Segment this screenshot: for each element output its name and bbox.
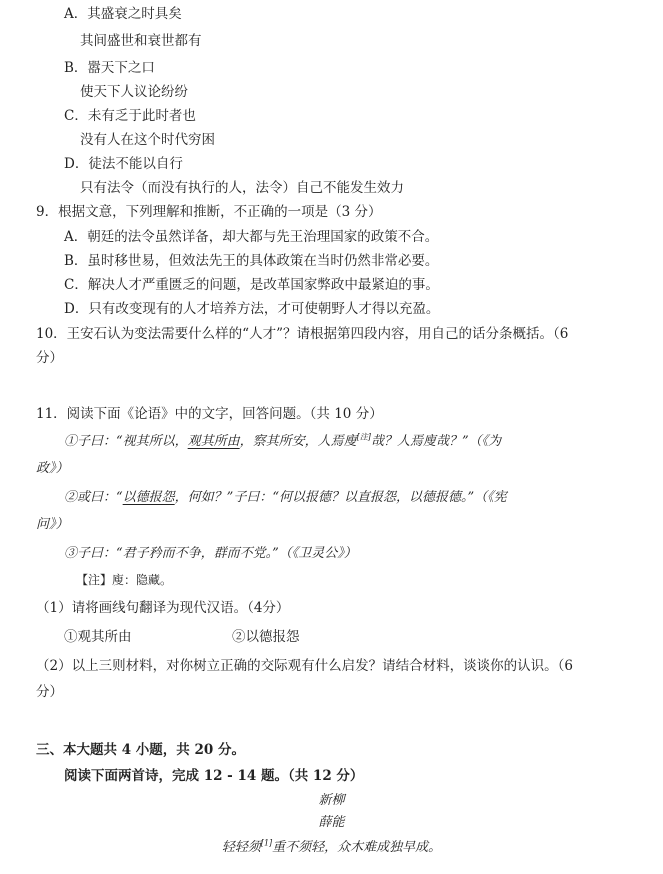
poem-text: 轻轻须 xyxy=(221,840,261,855)
q11-sub1: （1）请将画线句翻译为现代汉语。（4分） xyxy=(36,600,290,616)
q8-option-c-translation: 没有人在这个时代穷困 xyxy=(80,132,215,148)
q11-sub1-item-a: ①观其所由 xyxy=(64,629,132,645)
passage-text: ②或曰：“ xyxy=(64,490,123,505)
q11-passage-3: ③子曰：“君子矜而不争，群而不党。”（《卫灵公》） xyxy=(64,546,357,561)
q8-option-c: C．未有乏于此时者也 xyxy=(64,108,196,124)
q11-passage-1-cont: 政》） xyxy=(36,461,69,476)
q11-passage-2-cont: 问》） xyxy=(36,517,69,532)
q8-option-a: A．其盛衰之时具矣 xyxy=(64,6,182,22)
section-heading: 三、本大题共 4 小题，共 20 分。 xyxy=(36,742,245,758)
q8-option-b-translation: 使天下人议论纷纷 xyxy=(80,84,188,100)
q11-note: 【注】廋：隐藏。 xyxy=(76,573,173,587)
q9-option-d: D．只有改变现有的人才培养方法，才可使朝野人才得以充盈。 xyxy=(64,301,440,317)
poem-author: 薛能 xyxy=(318,815,345,830)
passage-text: 哉？人焉廋哉？”（《为 xyxy=(370,434,502,449)
q11-sub2-cont: 分） xyxy=(36,684,63,700)
q11-passage-1 xyxy=(64,432,501,452)
q9-stem: 9．根据文意，下列理解和推断，不正确的一项是（3 分） xyxy=(36,204,382,220)
q9-option-c: C．解决人才严重匮乏的问题，是改革国家弊政中最紧迫的事。 xyxy=(64,277,439,293)
poem-title: 新柳 xyxy=(318,793,345,808)
q8-option-a-translation: 其间盛世和衰世都有 xyxy=(80,33,202,49)
underlined-phrase: 观其所由 xyxy=(187,434,240,449)
q10-stem-cont: 分） xyxy=(36,350,63,366)
q10-stem: 10．王安石认为变法需要什么样的“人才”？请根据第四段内容，用自己的话分条概括。（6 xyxy=(36,326,569,342)
q11-passage-2 xyxy=(64,488,507,508)
note-marker: [1] xyxy=(260,838,273,848)
q8-option-d-translation: 只有法令（而没有执行的人，法令）自己不能发生效力 xyxy=(80,180,404,196)
q11-sub1-item-b: ②以德报怨 xyxy=(232,629,300,645)
q8-option-d: D．徒法不能以自行 xyxy=(64,156,183,172)
q11-sub2: （2）以上三则材料，对你树立正确的交际观有什么启发？请结合材料，谈谈你的认识。（6 xyxy=(36,658,573,674)
q8-option-b: B．嚣天下之口 xyxy=(64,60,155,76)
poem-text: 重不须轻，众木难成独早成。 xyxy=(272,840,442,855)
passage-text: ，何如？”子曰：“何以报德？以直报怨，以德报德。”（《宪 xyxy=(174,490,507,505)
q11-stem: 11．阅读下面《论语》中的文字，回答问题。（共 10 分） xyxy=(36,406,383,422)
poem-line xyxy=(0,838,663,858)
q9-option-a: A．朝廷的法令虽然详备，却大都与先王治理国家的政策不合。 xyxy=(64,229,439,245)
passage-text: ，察其所安，人焉廋 xyxy=(239,434,357,449)
q9-option-b: B．虽时移世易，但效法先王的具体政策在当时仍然非常必要。 xyxy=(64,253,439,269)
passage-text: ①子曰：“视其所以， xyxy=(64,434,188,449)
note-marker: [注] xyxy=(356,432,371,442)
section-intro: 阅读下面两首诗，完成 12 - 14 题。（共 12 分） xyxy=(64,768,364,784)
underlined-phrase: 以德报怨 xyxy=(122,490,175,505)
